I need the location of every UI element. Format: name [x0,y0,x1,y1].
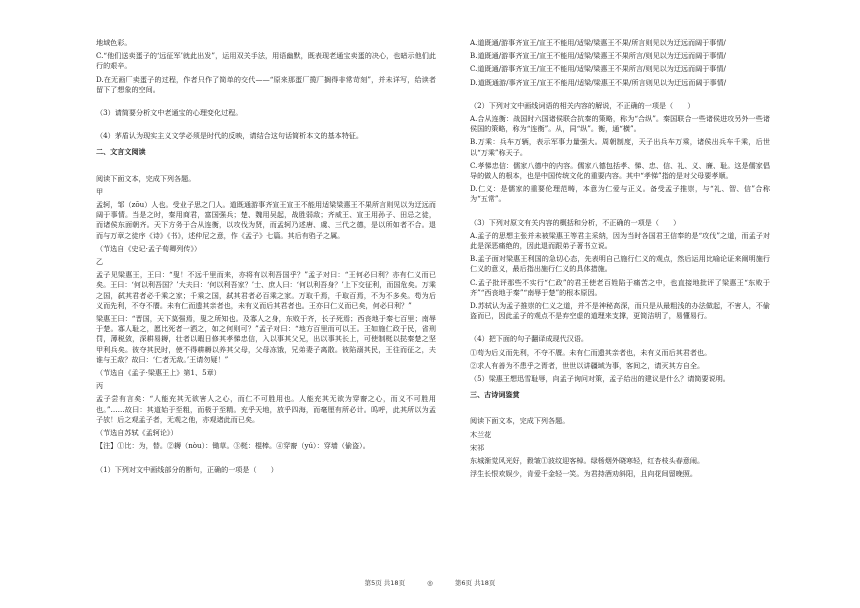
option-d: D.仁义：是儒家的重要伦理范畴，本意为仁爱与正义。备受孟子推崇，与“礼、智、信”合称为“五常”。 [470,184,770,204]
question-4: （4）把下面的句子翻译成现代汉语。 [470,334,589,344]
translation-sentence-2: ②求人有善为不患乎之胥者，世世以讲疆域为事，客间之，请灭其方自全。 [470,360,705,370]
passage-jia: 孟轲，邹（zōu）人也。受业子思之门人。道既通游事齐宣王宣王不能用适梁梁惠王不果所言则见以为迂远而阔于事情。当是之时，秦用商君，富国强兵；楚、魏用吴起，战胜弱敌；齐威王、宣王用孙子、田忌之徒，而诸侯东面朝齐。天下方务于合从连衡，以攻伐为贤，而孟轲乃述唐、虞、三代之德，是以所如者不合。退而与万章之徒序《诗》《书》，述仲尼之意，作《孟子》七篇。其后有驺子之属。 [96,200,436,240]
option-c: C.道既通/游事齐宣王/宣王不能用/适梁/梁惠王不果所言/则见以为迂远而阔于事情/ [470,64,726,74]
poem-line-1: 东城渐觉风光好，縠皱①波纹迎客棹。绿杨烟外晓寒轻，红杏枝头春意闹。 [470,456,705,466]
page-number-left: 第5页 共18页 [364,579,406,587]
paragraph: 地域色彩。 [96,38,132,47]
translation-sentence-1: ①苟为后义而先利，不夺不餍。未有仁而遗其亲者也，未有义而后其君者也。 [470,347,712,357]
passage-label-bing: 丙 [96,381,104,391]
option-c: C.“他们送卖蛋子的‘远征军’就此出发”，运用双关手法，用语幽默，既表现老通宝卖蛋的决心，也暗示他们此行的艰辛。 [96,51,436,71]
option-b: B.孟子面对梁惠王利国的急切心态，先表明自己施行仁义的观点，然后运用比喻论证来阐明施行仁义的意义，最后指出施行仁义的具体措施。 [470,254,770,274]
option-a: A.合从连衡：战国时六国诸侯联合抗秦的策略，称为“合纵”。秦国联合一些诸侯进攻另外一些诸侯国的策略，称为“连衡”。从，同“纵”。衡，通“横”。 [470,114,770,134]
option-d: D.道既通游/事齐宣王/宣王不能用/适梁/梁惠王不果/所言则见以为迂远而阔于事情/ [470,77,727,87]
reading-instruction: 阅读下面文本，完成下列各题。 [96,173,196,183]
passage-yi-2: 梁惠王曰：“晋国，天下莫强焉，叟之所知也。及寡人之身，东败于齐，长子死焉；西丧地于秦七百里；南辱于楚。寡人耻之，愿比死者一洒之，如之何则可？”孟子对曰：“地方百里而可以王。王如施仁政于民，省刑罚，薄税敛，深耕易耨，壮者以暇日修其孝悌忠信，入以事其父兄，出以事其长上，可使制梃以挞秦楚之坚甲利兵矣。彼夺其民时，使不得耕耨以养其父母，父母冻饿，兄弟妻子离散。彼陷溺其民，王往而征之，夫谁与王敌？故曰：‘仁者无敌。’王请勿疑！” [96,314,436,364]
source-note: （节选自《孟子·梁惠王上》第1、5章） [96,368,221,378]
question-4: （4）茅盾认为现实主义文学必须是时代的反映，请结合这句话简析本文的基本特征。 [96,131,363,141]
annotation-notes: 【注】①比：为，替。②耨（nòu）：锄草。③梃：棍棒。④穿窬（yú）：穿墙（偷盗）。 [96,441,370,451]
option-c: C.孝悌忠信：儒家八德中的内容。儒家八德包括孝、悌、忠、信、礼、义、廉、耻。这是儒家倡导的做人的根本，也是中国传统文化的重要内容。其中“孝悌”指的是对父母要孝顺。 [470,160,770,181]
source-note: （节选自《史记·孟子荀卿列传》） [96,243,202,253]
option-c: C.孟子批评那些不实行“仁政”的君王使老百姓陷于痛苦之中，也直接地批评了梁惠王“东败于齐”“西丧地于秦”“南辱于楚”的根本原因。 [470,277,770,297]
poem-author: 宋祁 [470,442,485,452]
passage-yi: 孟子见梁惠王，王曰：“叟！不远千里而来，亦将有以利吾国乎？”孟子对曰：“王何必曰利？亦有仁义而已矣。王曰：‘何以利吾国？’大夫曰：‘何以利吾家？’士、庶人曰：‘何以利吾身？’上下交征利，而国危矣。万乘之国，弑其君者必千乘之家；千乘之国，弑其君者必百乘之家。万取千焉，千取百焉，不为不多矣。苟为后义而先利，不夺不餍。未有仁而遗其亲者也，未有义而后其君者也。王亦曰仁义而已矣，何必曰利？” [96,270,436,310]
center-mark: ◎ [427,579,433,587]
question-3: （3）下列对原文有关内容的概括和分析，不正确的一项是（ ） [470,217,681,227]
option-b: B.道既通/游事齐宣王/宣王不能用/适梁/梁惠王不果所言/则见以为迂远而阔于事情/ [470,51,726,61]
passage-label-jia: 甲 [96,186,104,196]
passage-label-yi: 乙 [96,257,104,267]
right-page-column [470,38,770,483]
source-note: （节选自苏轼《孟轲论》） [96,428,178,438]
option-a: A.道既通/游事齐宣王/宣王不能用/适梁/梁惠王不果/所言则见以为迂远而阔于事情/ [470,38,726,47]
question-3: （3）请简要分析文中老通宝的心理变化过程。 [96,108,243,118]
option-a: A.孟子的思想主张并未被梁惠王等君主采纳，因为当时各国君王信奉的是“攻伐”之道，而孟子对此是深恶痛绝的，因此退而跟弟子著书立说。 [470,230,770,251]
option-d: D.在无画厂卖蛋子的过程，作者只作了简单的交代——“原来那蛋厂揽厂搁得非常苛刻”，并未详写，给读者留下了想象的空间。 [96,74,436,94]
poem-title: 木兰花 [470,429,492,439]
reading-instruction: 阅读下面文本，完成下列各题。 [470,416,570,426]
poem-line-2: 浮生长恨欢娱少，肯爱千金轻一笑。为君持酒劝斜阳，且向花间留晚照。 [470,469,697,479]
question-5: （5）梁惠王想迅雪耻辱，向孟子询问对策，孟子给出的建议是什么？请简要说明。 [470,374,730,384]
question-2: （2）下列对文中画线词语的相关内容的解说，不正确的一项是（ ） [470,100,695,110]
question-1: （1）下列对文中画线部分的断句，正确的一项是（ ） [96,464,278,474]
section-heading: 三、古诗词鉴赏 [470,390,520,400]
passage-bing: 孟子尝有言矣：“人能充其无欲害人之心，而仁不可胜用也。人能充其无欲为穿窬之心，而义不可胜用也。”……故曰：其道始于至粗，而极于至精。充乎天地，放乎四海，而毫厘有所必计。呜呼，此其所以为孟子欤！后之观孟子者，无观之他，亦观诸此而已矣。 [96,394,436,424]
left-page-column [96,38,436,478]
option-b: B.万乘：兵车万辆，表示军事力量强大。周朝制度，天子出兵车万乘，诸侯出兵车千乘，后世以“万乘”称天子。 [470,137,770,157]
page-footer [0,578,860,587]
option-d: D.苏轼认为孟子推崇的仁义之道，并不是神秘高深，而只是从最粗浅的办法做起，不害人，不偷盗而已，因此孟子的观点不是弃空虚的道理来支撑，更简洁明了，易懂易行。 [470,301,770,321]
section-heading: 二、文言文阅读 [96,147,146,157]
page-number-right: 第6页 共18页 [454,579,496,587]
